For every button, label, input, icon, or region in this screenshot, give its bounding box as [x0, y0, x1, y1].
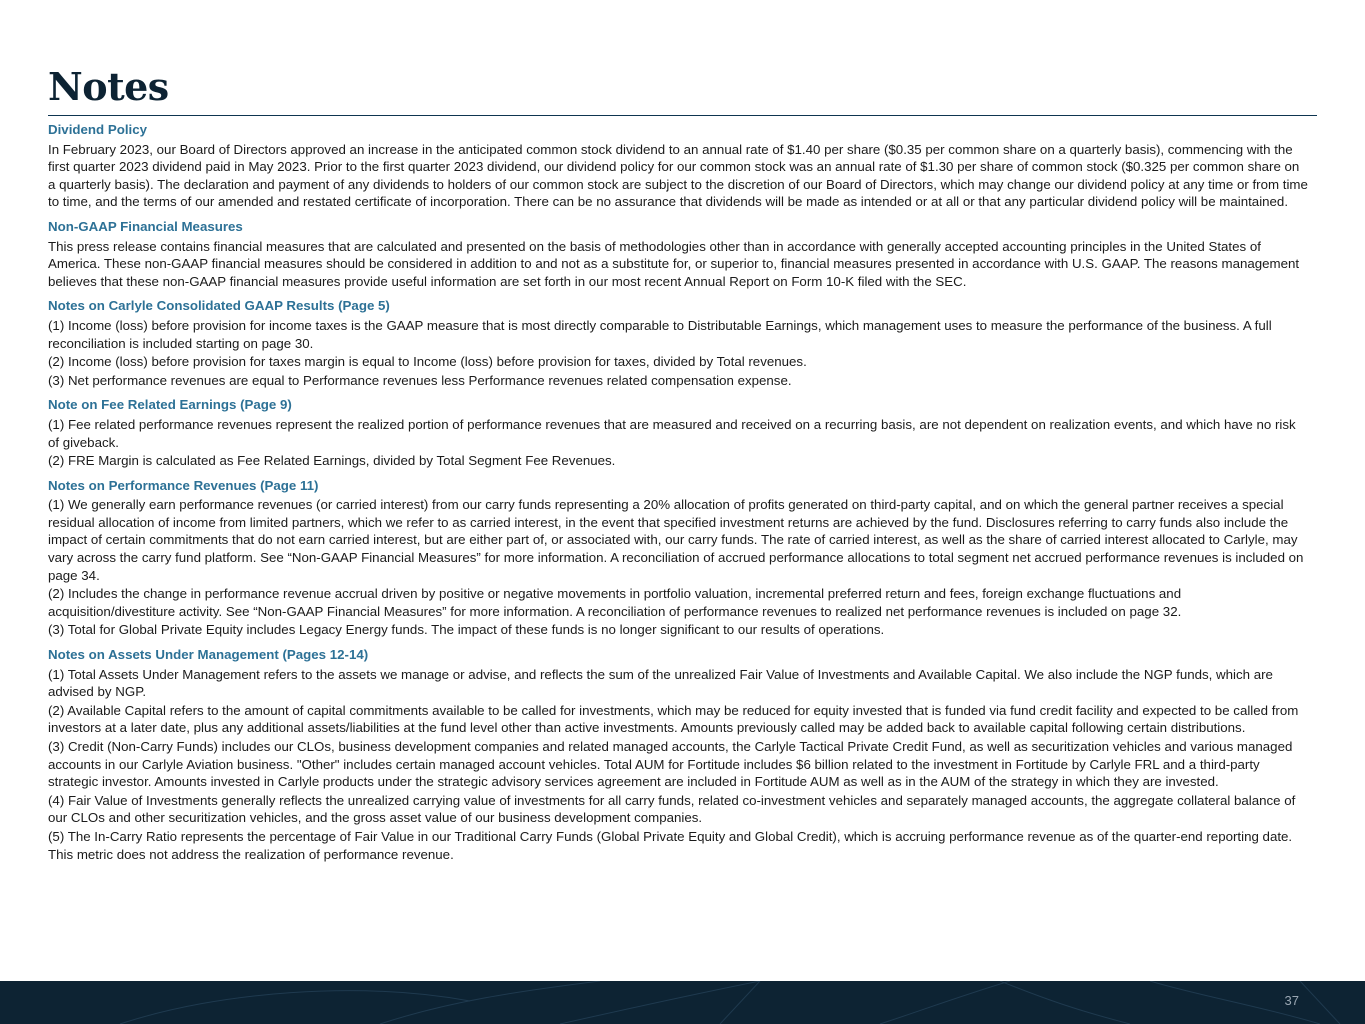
footer-decoration	[0, 981, 1365, 1024]
paragraph: (1) Total Assets Under Management refers to the assets we manage or advise, and reflects the sum of the unrealized Fair Value of Investments and Available Capital. We also include the NGP funds, which are advised by NGP.	[48, 666, 1273, 700]
paragraph: (1) Income (loss) before provision for income taxes is the GAAP measure that is most directly comparable to Distributable Earnings, which management uses to measure the performance of the business. A full reconciliation is included starting on page 30.	[48, 317, 1272, 351]
paragraph: (3) Credit (Non-Carry Funds) includes our CLOs, business development companies and related managed accounts, the Carlyle Tactical Private Credit Fund, as well as securitization vehicles and various managed accounts in our Carlyle Aviation business. "Other" includes certain managed account vehicles. Total AUM for Fortitude includes $6 billion related to the investment in Fortitude by Carlyle FRL and a third-party strategic investor. Amounts invested in Carlyle products under the strategic advisory services agreement are included in Fortitude AUM as well as in the AUM of the strategy in which they are invested.	[48, 739, 1293, 790]
section-non-gaap	[48, 218, 1310, 290]
section-gaap-results	[48, 297, 1310, 389]
section-fee-related-earnings	[48, 396, 1310, 469]
paragraph: In February 2023, our Board of Directors approved an increase in the anticipated common stock dividend to an annual rate of $1.40 per share ($0.35 per common share on a quarterly basis), commencing with the first quarter 2023 dividend paid in May 2023. Prior to the first quarter 2023 dividend, our dividend policy for our common stock was an annual rate of $1.30 per share of common stock ($0.325 per common share on a quarterly basis). The declaration and payment of any dividends to holders of our common stock are subject to the discretion of our Board of Directors, which may change our dividend policy at any time or from time to time, and the terms of our amended and restated certificate of incorporation. There can be no assurance that dividends will be made as intended or at all or that any particular dividend policy will be maintained.	[48, 141, 1308, 210]
section-aum	[48, 646, 1310, 863]
paragraph: (2) Includes the change in performance revenue accrual driven by positive or negative movements in portfolio valuation, incremental preferred return and fees, foreign exchange fluctuations and acquisition/divestiture activity. See “Non-GAAP Financial Measures” for more information. A reconciliation of performance revenues to realized net performance revenues is included on page 32.	[48, 586, 1182, 619]
section-heading: Note on Fee Related Earnings (Page 9)	[48, 397, 292, 413]
section-heading: Non-GAAP Financial Measures	[48, 218, 243, 234]
section-dividend-policy	[48, 121, 1310, 211]
paragraph: (2) Available Capital refers to the amount of capital commitments available to be called for investments, which may be reduced for equity invested that is funded via fund credit facility and expected to be called from investors at a later date, plus any additional assets/liabilities at the fund level other than active investments. Amounts previously called may be added back to available capital following certain distributions.	[48, 702, 1299, 736]
paragraph: (5) The In-Carry Ratio represents the percentage of Fair Value in our Traditional Carry Funds (Global Private Equity and Global Credit), which is accruing performance revenue as of the quarter-end reporting date. This metric does not address the realization of performance revenue.	[48, 828, 1293, 862]
paragraph: (3) Net performance revenues are equal to Performance revenues less Performance revenues related compensation expense.	[48, 372, 792, 388]
page-number: 37	[1284, 993, 1299, 1008]
section-heading: Notes on Performance Revenues (Page 11)	[48, 477, 319, 493]
section-heading: Notes on Assets Under Management (Pages 12-14)	[48, 647, 369, 663]
paragraph: (2) Income (loss) before provision for taxes margin is equal to Income (loss) before provision for taxes, divided by Total revenues.	[48, 354, 807, 370]
section-heading: Notes on Carlyle Consolidated GAAP Results (Page 5)	[48, 298, 390, 314]
notes-content	[48, 121, 1310, 864]
paragraph: (2) FRE Margin is calculated as Fee Related Earnings, divided by Total Segment Fee Revenues.	[48, 453, 616, 469]
paragraph: (1) Fee related performance revenues represent the realized portion of performance revenues that are measured and received on a recurring basis, are not dependent on realization events, and which have no risk of giveback.	[48, 416, 1296, 450]
section-heading: Dividend Policy	[48, 122, 148, 137]
paragraph: (1) We generally earn performance revenues (or carried interest) from our carry funds representing a 20% allocation of profits generated on third-party capital, and on which the general partner receives a special residual allocation of income from limited partners, which we refer to as carried interest, in the event that specified investment returns are achieved by the fund. Disclosures referring to carry funds also include the impact of certain commitments that do not earn carried interest, but are either part of, or associated with, our carry funds. The rate of carried interest, as well as the share of carried interest allocated to Carlyle, may vary across the carry fund platform. See “Non-GAAP Financial Measures” for more information. A reconciliation of accrued performance allocations to total segment net accrued performance revenues is included on page 34.	[48, 497, 1304, 583]
paragraph: (4) Fair Value of Investments generally reflects the unrealized carrying value of investments for all carry funds, related co-investment vehicles and separately managed accounts, the aggregate collateral balance of our CLOs and other securitization vehicles, and the gross asset value of our business development companies.	[48, 792, 1296, 826]
page-title: Notes	[48, 64, 169, 109]
footer-bar	[0, 981, 1365, 1024]
section-performance-revenues	[48, 477, 1310, 639]
title-divider	[48, 115, 1317, 116]
paragraph: This press release contains financial measures that are calculated and presented on the basis of methodologies other than in accordance with generally accepted accounting principles in the United States of America. These non-GAAP financial measures should be considered in addition to and not as a substitute for, or superior to, financial measures presented in accordance with U.S. GAAP. The reasons management believes that these non-GAAP financial measures provide useful information are set forth in our most recent Annual Report on Form 10-K filed with the SEC.	[48, 238, 1300, 289]
paragraph: (3) Total for Global Private Equity includes Legacy Energy funds. The impact of these funds is no longer significant to our results of operations.	[48, 622, 885, 638]
